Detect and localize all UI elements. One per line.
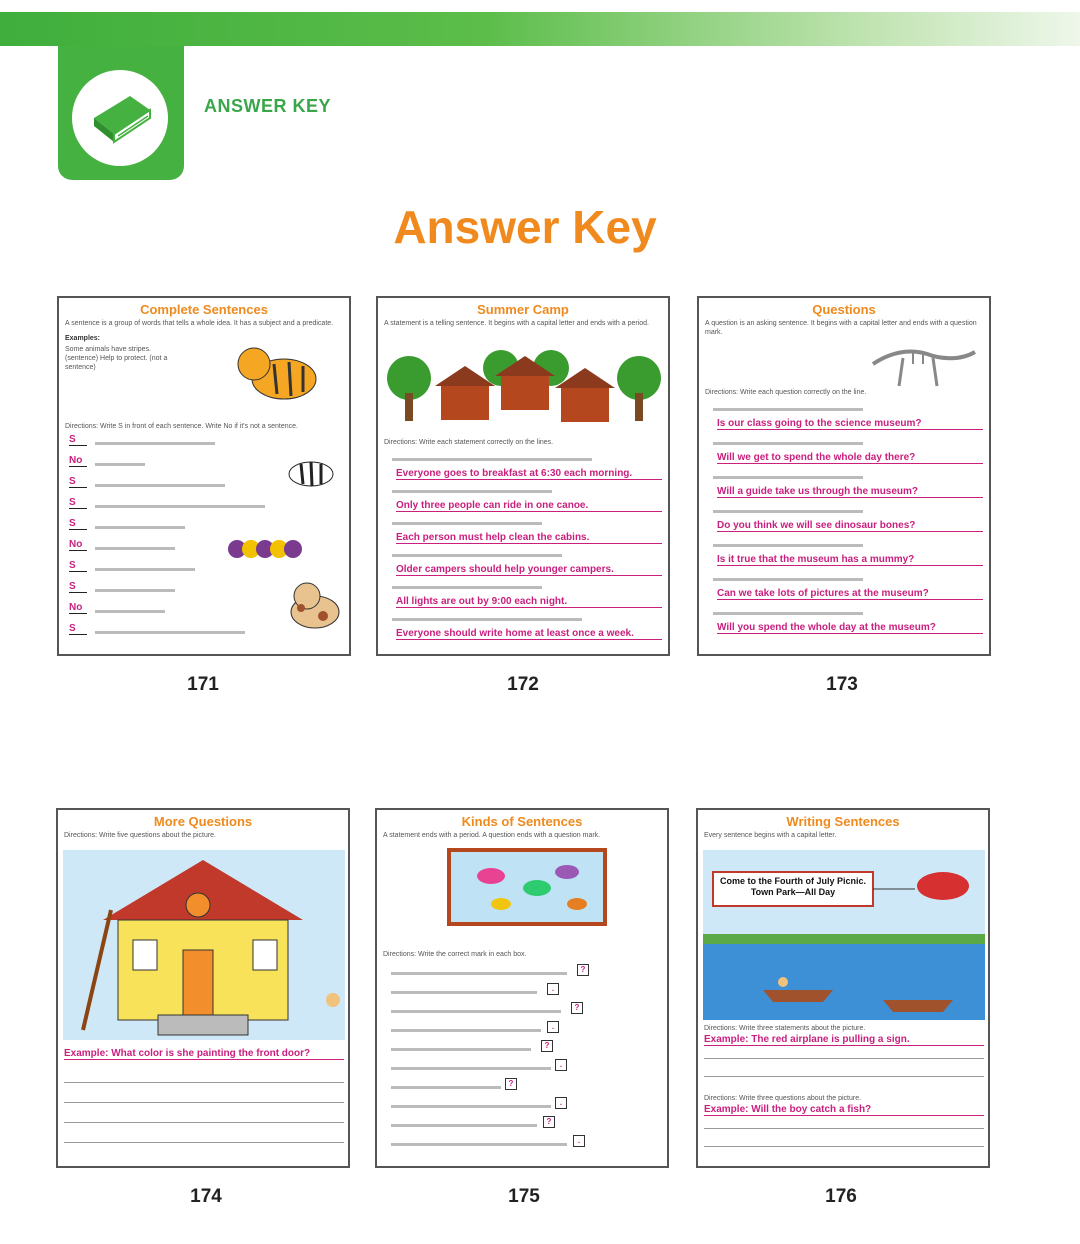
sentence-mark: S bbox=[69, 497, 87, 509]
answer-line: Is our class going to the science museum? bbox=[717, 418, 983, 430]
answer-line: Will you spend the whole day at the museum? bbox=[717, 622, 983, 634]
thumbnail-title: Complete Sentences bbox=[140, 302, 268, 317]
aquarium-illustration bbox=[447, 848, 607, 926]
sentence-mark: S bbox=[69, 560, 87, 572]
book-icon-circle bbox=[72, 70, 168, 166]
examples-label: Examples: bbox=[65, 335, 101, 342]
page-title: Answer Key bbox=[393, 201, 657, 253]
page-number: 173 bbox=[826, 674, 858, 695]
directions-text: Directions: Write five questions about the picture. bbox=[64, 832, 217, 839]
answer-line: Only three people can ride in one canoe. bbox=[396, 500, 662, 512]
tiger-illustration bbox=[229, 334, 329, 414]
answer-box: . bbox=[573, 1135, 585, 1147]
answer-line: Will we get to spend the whole day there? bbox=[717, 452, 983, 464]
answer-line: Do you think we will see dinosaur bones? bbox=[717, 520, 983, 532]
answer-box: ? bbox=[505, 1078, 517, 1090]
dinosaur-skeleton-illustration bbox=[863, 334, 983, 394]
page-thumbnail-176 bbox=[696, 808, 990, 1168]
directions-text: Directions: Write each question correctly on the line. bbox=[705, 389, 867, 396]
answer-line: Older campers should help younger campers. bbox=[396, 564, 662, 576]
answer-box: ? bbox=[541, 1040, 553, 1052]
thumbnail-intro: A statement is a telling sentence. It begins with a capital letter and ends with a period. bbox=[384, 320, 649, 327]
sentence-mark: S bbox=[69, 518, 87, 530]
thumbnail-intro: A sentence is a group of words that tells a whole idea. It has a subject and a predicate. bbox=[65, 320, 334, 327]
page-number: 174 bbox=[190, 1186, 222, 1207]
answer-line: Can we take lots of pictures at the museum? bbox=[717, 588, 983, 600]
page-thumbnail-174 bbox=[56, 808, 350, 1168]
answer-line: Each person must help clean the cabins. bbox=[396, 532, 662, 544]
answer-line: Is it true that the museum has a mummy? bbox=[717, 554, 983, 566]
answer-line: All lights are out by 9:00 each night. bbox=[396, 596, 662, 608]
thumbnail-title: Summer Camp bbox=[477, 302, 569, 317]
example-statement: Example: The red airplane is pulling a sign. bbox=[704, 1034, 984, 1046]
sentence-mark: No bbox=[69, 455, 87, 467]
directions-text: Directions: Write S in front of each sentence. Write No if it's not a sentence. bbox=[65, 423, 298, 430]
top-banner-bar bbox=[0, 12, 1080, 46]
directions-text: Directions: Write the correct mark in each box. bbox=[383, 951, 527, 958]
sentence-mark: No bbox=[69, 602, 87, 614]
caterpillar-illustration bbox=[227, 532, 307, 566]
page-thumbnail-171 bbox=[57, 296, 351, 656]
cabins-illustration bbox=[381, 338, 667, 434]
thumbnail-title: Writing Sentences bbox=[786, 814, 900, 829]
answer-key-tab bbox=[58, 46, 184, 180]
thumbnail-title: Kinds of Sentences bbox=[461, 814, 583, 829]
section-label: ANSWER KEY bbox=[204, 96, 332, 116]
page-number: 175 bbox=[508, 1186, 540, 1207]
sentence-mark: No bbox=[69, 539, 87, 551]
page-number: 171 bbox=[187, 674, 219, 695]
house-illustration bbox=[63, 850, 345, 1040]
answer-box: . bbox=[547, 1021, 559, 1033]
directions-text: Directions: Write each statement correctly on the lines. bbox=[384, 439, 554, 446]
answer-box: . bbox=[547, 983, 559, 995]
examples-text: Some animals have stripes. (sentence) Help to protect. (not a sentence) bbox=[65, 346, 168, 371]
answer-line: Will a guide take us through the museum? bbox=[717, 486, 983, 498]
thumbnail-intro: A question is an asking sentence. It begins with a capital letter and ends with a question mark. bbox=[705, 320, 977, 336]
sentence-mark: S bbox=[69, 581, 87, 593]
answer-box: ? bbox=[543, 1116, 555, 1128]
thumbnail-title: Questions bbox=[812, 302, 876, 317]
answer-box: ? bbox=[577, 964, 589, 976]
example-question: Example: What color is she painting the front door? bbox=[64, 1048, 344, 1060]
thumbnail-intro: Every sentence begins with a capital letter. bbox=[704, 832, 837, 839]
zebra-illustration bbox=[279, 446, 339, 496]
book-icon bbox=[72, 70, 168, 166]
answer-box: . bbox=[555, 1059, 567, 1071]
answer-line: Everyone should write home at least once a week. bbox=[396, 628, 662, 640]
page-thumbnail-175 bbox=[375, 808, 669, 1168]
example-question: Example: Will the boy catch a fish? bbox=[704, 1104, 984, 1116]
directions-questions: Directions: Write three questions about the picture. bbox=[704, 1095, 862, 1102]
page-thumbnail-173 bbox=[697, 296, 991, 656]
thumbnail-title: More Questions bbox=[153, 814, 253, 829]
dog-illustration bbox=[285, 578, 345, 634]
picnic-banner: Come to the Fourth of July Picnic. Town Park—All Day bbox=[719, 876, 866, 897]
page-number: 172 bbox=[507, 674, 539, 695]
answer-box: . bbox=[555, 1097, 567, 1109]
directions-statements: Directions: Write three statements about the picture. bbox=[704, 1025, 866, 1032]
page-thumbnail-172 bbox=[376, 296, 670, 656]
sentence-mark: S bbox=[69, 434, 87, 446]
sentence-mark: S bbox=[69, 623, 87, 635]
answer-box: ? bbox=[571, 1002, 583, 1014]
thumbnail-intro: A statement ends with a period. A question ends with a question mark. bbox=[383, 832, 601, 839]
sentence-mark: S bbox=[69, 476, 87, 488]
page-number: 176 bbox=[825, 1186, 857, 1207]
answer-line: Everyone goes to breakfast at 6:30 each morning. bbox=[396, 468, 662, 480]
